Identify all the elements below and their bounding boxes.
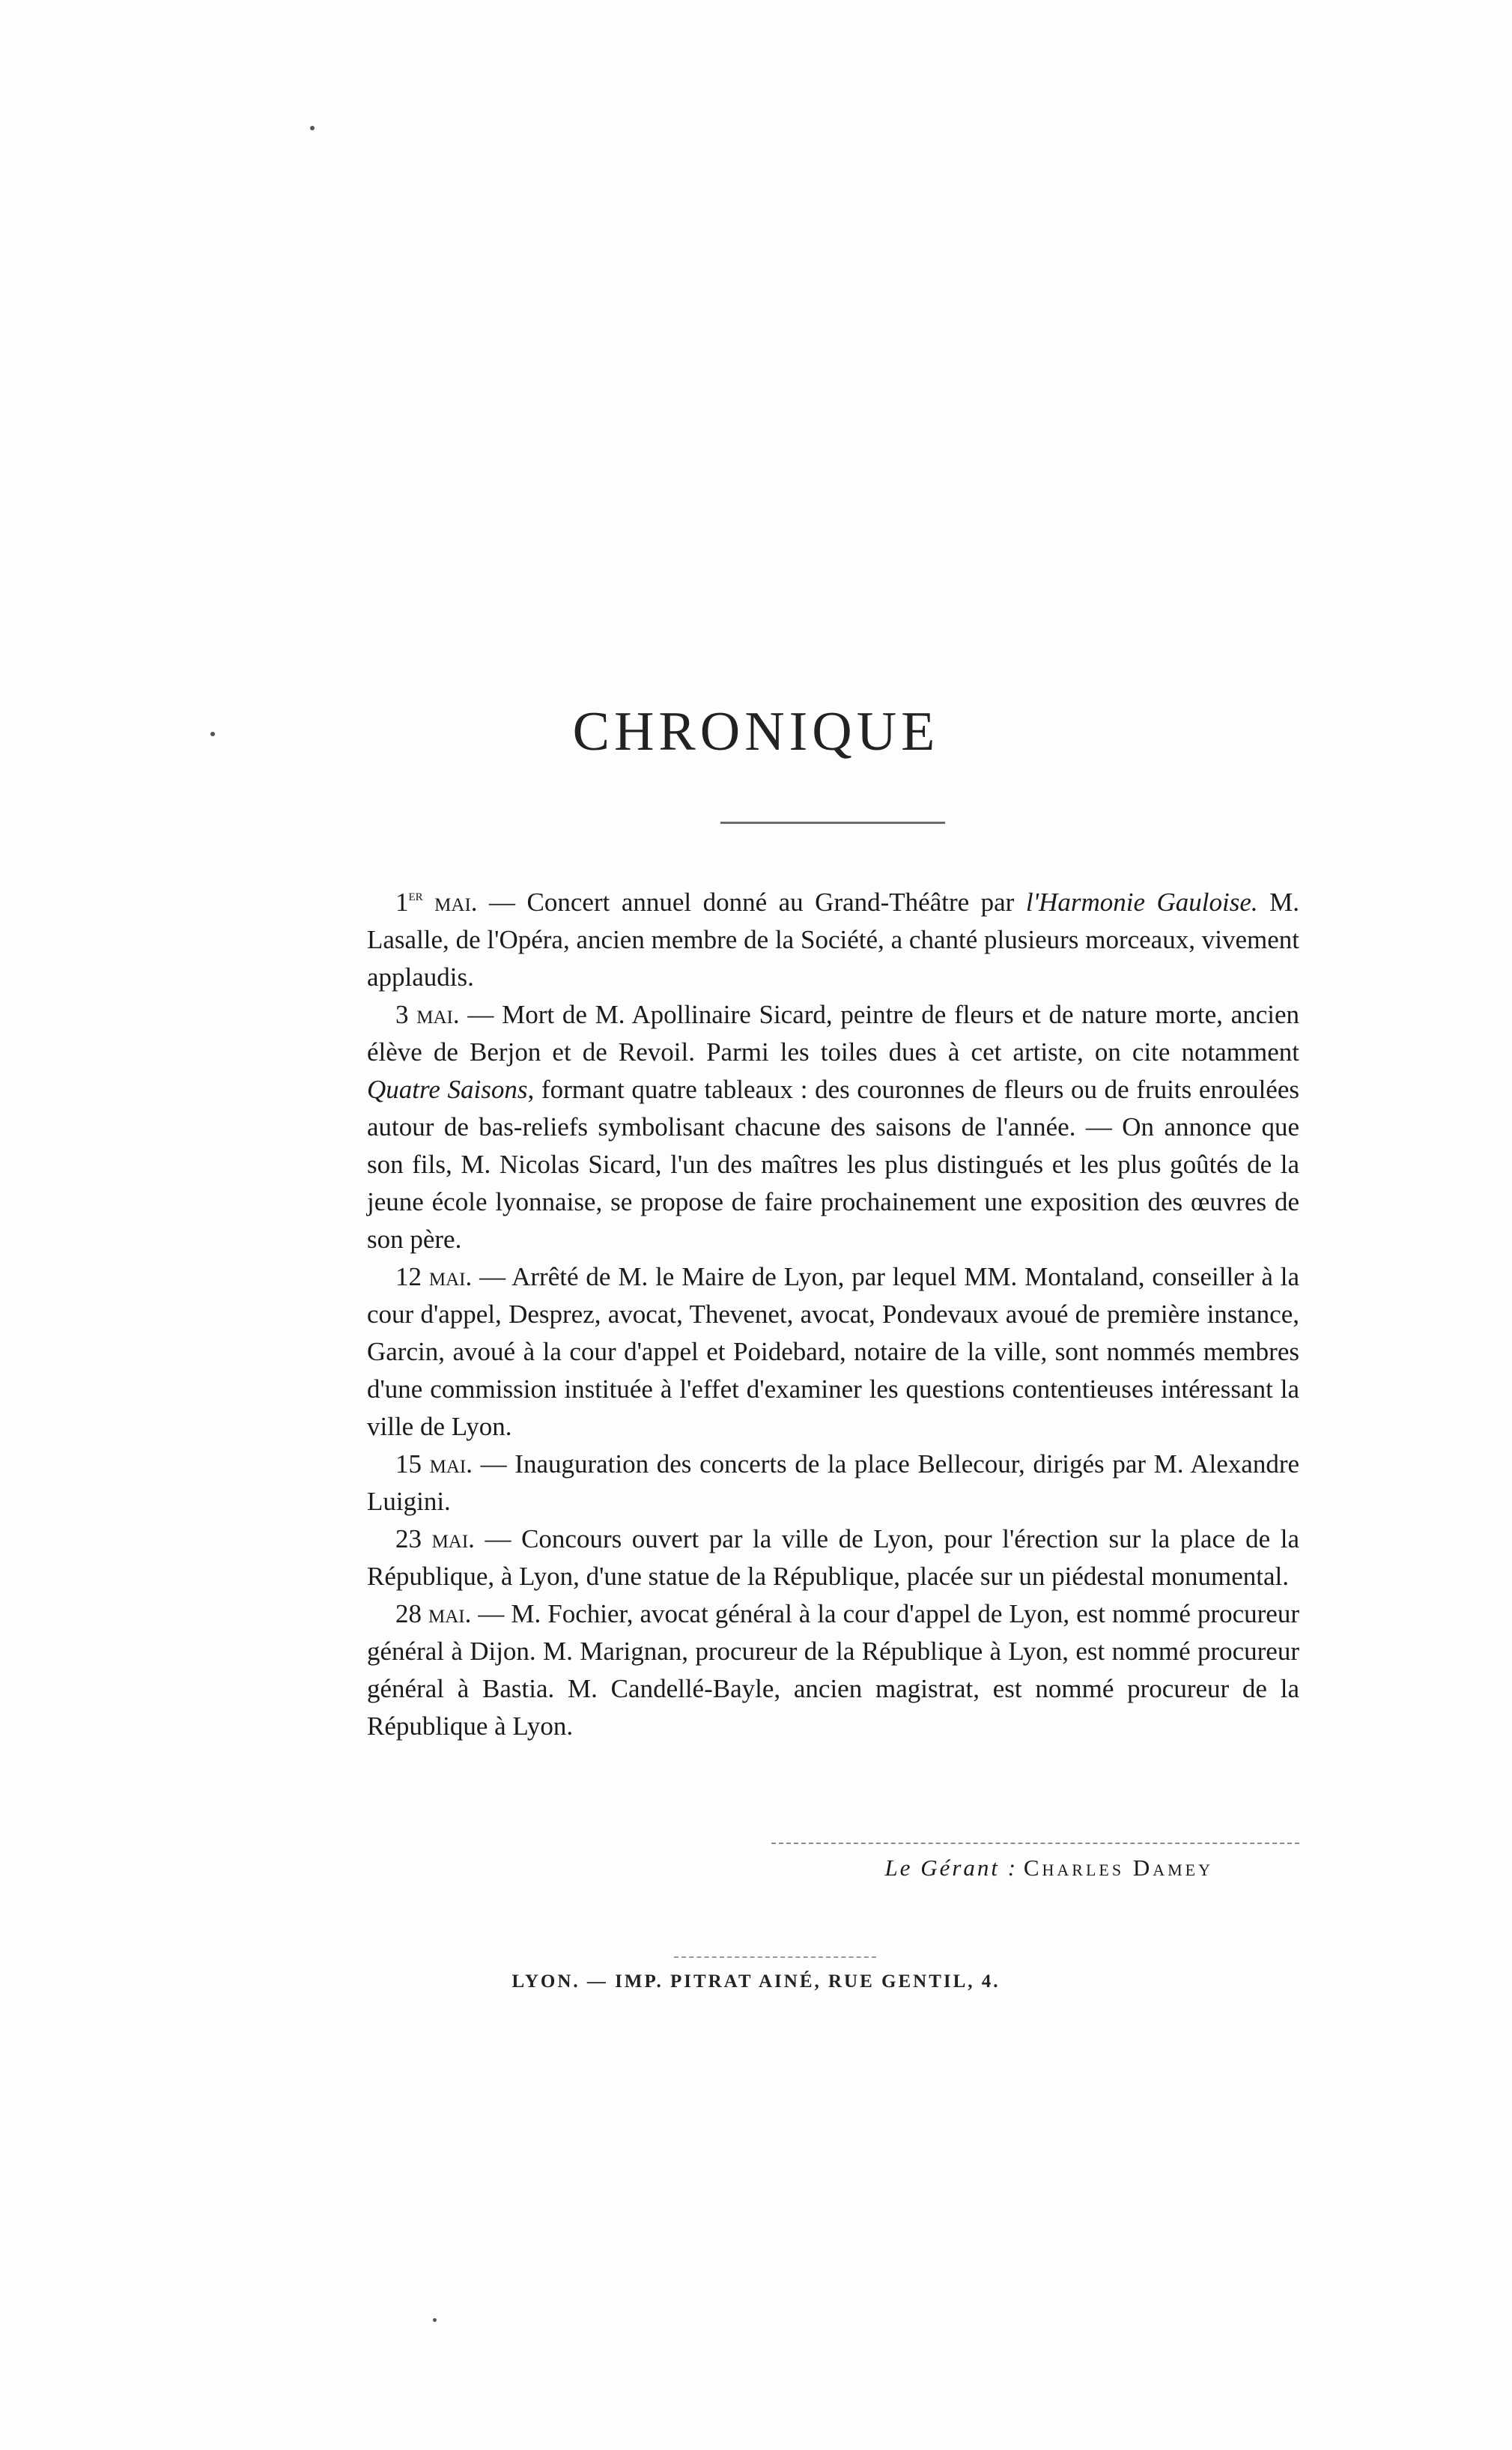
printer-imprint: LYON. — IMP. PITRAT AINÉ, RUE GENTIL, 4. xyxy=(511,1971,1001,1992)
entry-text: — Inauguration des concerts de la place Bellecour, dirigés par M. Alexandre Luigini. xyxy=(367,1449,1300,1516)
title-divider xyxy=(720,822,945,824)
chapter-title: CHRONIQUE xyxy=(572,701,940,762)
imprint-divider xyxy=(674,1956,876,1958)
chronicle-entry xyxy=(367,996,1299,1258)
print-speck xyxy=(433,2318,437,2322)
entry-italic-text: l'Harmonie Gauloise. xyxy=(1025,888,1258,917)
chronicle-entry xyxy=(367,1258,1299,1446)
entry-date: 1er mai. xyxy=(395,885,478,917)
entry-date: 15 mai. xyxy=(395,1449,473,1479)
entry-text: — Concert annuel donné au Grand-Théâtre par xyxy=(477,888,1026,917)
signature-label: Le Gérant : xyxy=(884,1855,1018,1881)
chronicle-entry xyxy=(367,1595,1299,1745)
chronicle-entry xyxy=(367,1520,1299,1595)
chronicle-entry xyxy=(367,884,1299,996)
signature-line xyxy=(0,1855,1213,1882)
entry-date: 12 mai. xyxy=(395,1262,473,1291)
signature-divider xyxy=(771,1843,1299,1844)
entry-text: — Concours ouvert par la ville de Lyon, pour l'érection sur la place de la République, à Lyon, d'une statue de la République, placée sur un piédestal monumental. xyxy=(367,1524,1299,1591)
entry-date: 23 mai. xyxy=(395,1524,475,1553)
entry-text-continued: M. Lasalle, de l'Opéra, ancien membre de la Société, a chanté plusieurs morceaux, vivement applaudis. xyxy=(367,888,1299,992)
signature-name: Charles Damey xyxy=(1023,1855,1213,1881)
print-speck xyxy=(310,126,315,130)
entry-text-continued: , formant quatre tableaux : des couronnes de fleurs ou de fruits enroulées autour de bas-reliefs symbolisant chacune des saisons de l'année. — On annonce que son fils, M. Nicolas Sicard, l'un des maîtres les plus distingués et les plus goûtés de la jeune école lyonnaise, se propose de faire prochainement une exposition des œuvres de son père. xyxy=(367,1075,1300,1254)
chronicle-entry xyxy=(367,1446,1299,1520)
chronicle-body xyxy=(367,884,1299,1745)
entry-italic-text: Quatre Saisons xyxy=(367,1075,528,1104)
entry-date: 3 mai. xyxy=(395,1000,460,1029)
entry-text: — Mort de M. Apollinaire Sicard, peintre de fleurs et de nature morte, ancien élève de Berjon et de Revoil. Parmi les toiles dues à cet artiste, on cite notamment xyxy=(367,1000,1299,1067)
entry-text: — Arrêté de M. le Maire de Lyon, par lequel MM. Montaland, conseiller à la cour d'appel, Desprez, avocat, Thevenet, avocat, Pondevaux avoué de première instance, Garcin, avoué à la cour d'appel et Poidebard, notaire de la ville, sont nommés membres d'une commission instituée à l'effet d'examiner les questions contentieuses intéressant la ville de Lyon. xyxy=(367,1262,1300,1441)
entry-text: — M. Fochier, avocat général à la cour d'appel de Lyon, est nommé procureur général à Dijon. M. Marignan, procureur de la République à Lyon, est nommé procureur général à Bastia. M. Candellé-Bayle, ancien magistrat, est nommé procureur de la République à Lyon. xyxy=(367,1599,1299,1741)
entry-date: 28 mai. xyxy=(395,1599,472,1628)
